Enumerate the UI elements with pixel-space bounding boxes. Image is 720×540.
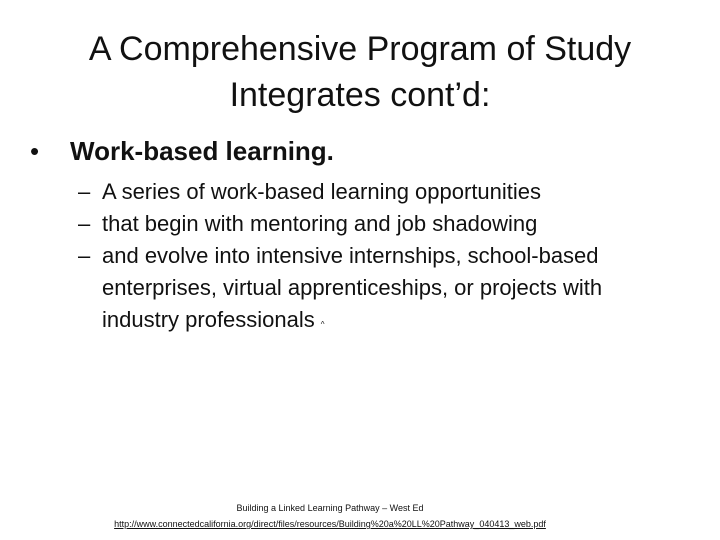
dash-marker: – <box>78 211 91 236</box>
sub-bullet-item <box>78 208 638 240</box>
sub-bullet-list <box>78 176 638 341</box>
slide-title-line-2: Integrates cont’d: <box>229 76 491 114</box>
sub-bullet-item <box>78 176 638 208</box>
footer-source: Building a Linked Learning Pathway – West Ed <box>236 503 424 513</box>
bullet-marker: • <box>30 136 40 166</box>
caret-mark: ^ <box>320 320 325 329</box>
sub-bullet-item <box>78 240 638 341</box>
sub-bullet-text: that begin with mentoring and job shadowing <box>102 211 538 236</box>
slide-title-line-1: A Comprehensive Program of Study <box>88 30 632 68</box>
footer-link[interactable]: http://www.connectedcalifornia.org/direct/files/resources/Building%20a%20LL%20Pathway_040413_web.pdf <box>114 519 546 529</box>
dash-marker: – <box>78 243 91 268</box>
main-bullet <box>30 133 334 169</box>
footer-url-container <box>0 518 660 530</box>
sub-bullet-text: and evolve into intensive internships, school-based enterprises, virtual apprenticeships, or projects with industry professionals <box>102 243 603 332</box>
dash-marker: – <box>78 179 91 204</box>
slide-title <box>40 26 680 118</box>
sub-bullet-text: A series of work-based learning opportunities <box>102 179 542 204</box>
main-bullet-text: Work-based learning. <box>70 136 334 166</box>
